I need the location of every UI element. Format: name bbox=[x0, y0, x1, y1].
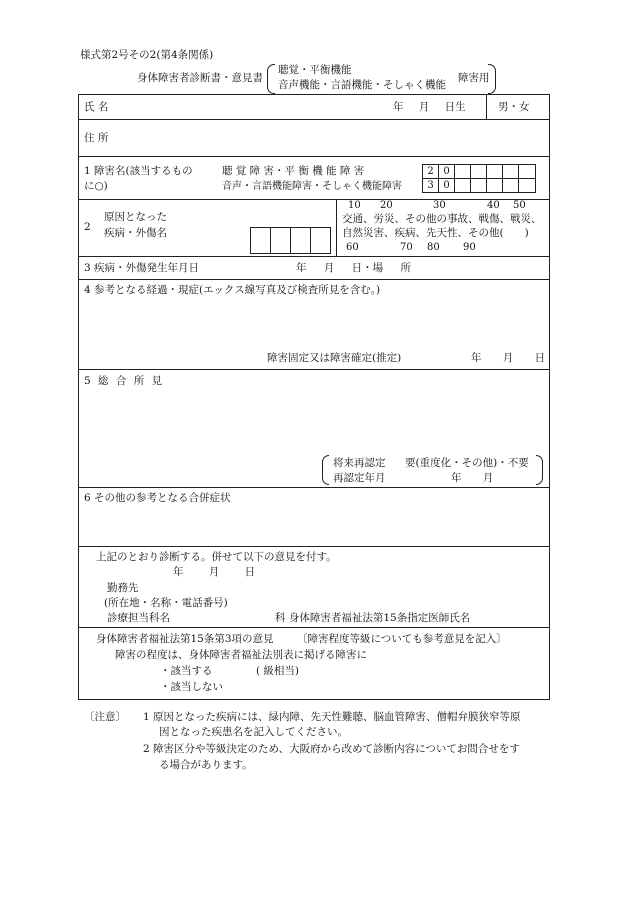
workplace-label: 勤務先 bbox=[107, 582, 139, 594]
code-cell bbox=[486, 164, 503, 179]
workplace-detail: (所在地・名称・電話番号) bbox=[104, 597, 228, 609]
form-id: 様式第2号その2(第4条関係) bbox=[80, 49, 214, 61]
code-cell bbox=[518, 178, 536, 193]
note-1-line-1: 1 原因となった疾病には、緑内障、先天性難聴、脳血管障害、僧帽弁膜狭窄等原 bbox=[143, 711, 521, 723]
cause-code-20: 20 bbox=[380, 200, 393, 211]
opinion-grade: ( 級相当) bbox=[256, 665, 300, 677]
recert-label: 将来再認定 bbox=[333, 457, 386, 469]
recert-date: 年 月 bbox=[451, 472, 494, 484]
code-cell bbox=[470, 178, 487, 193]
note-1-line-2: 因となった疾患名を記入してください。 bbox=[159, 726, 348, 738]
note-2-line-1: 2 障害区分や等級決定のため、大阪府から改めて診断内容についてお問合せをす bbox=[143, 743, 520, 755]
complications-label: 6 その他の参考となる合併症状 bbox=[84, 492, 231, 504]
type-suffix: 障害用 bbox=[458, 72, 490, 84]
opinion-option-not-applicable: ・該当しない bbox=[160, 681, 223, 693]
course-label: 4 参考となる経過・現症(エックス線写真及び検査所見を含む。) bbox=[84, 284, 381, 296]
code-cell: 0 bbox=[438, 164, 455, 179]
cause-code-50: 50 bbox=[513, 200, 526, 211]
code-cell: 0 bbox=[438, 178, 455, 193]
type-line1: 聴覚・平衡機能 bbox=[278, 64, 352, 76]
department-label: 診療担当科名 bbox=[107, 612, 170, 624]
recert-date-label: 再認定年月 bbox=[333, 472, 386, 484]
header-left-bracket bbox=[267, 64, 275, 94]
cause-label-num: 2 bbox=[84, 221, 91, 233]
cause-code-40: 40 bbox=[487, 200, 500, 211]
onset-date: 年 月 日・場 所 bbox=[296, 262, 412, 274]
cause-code-cell bbox=[290, 227, 311, 254]
disability-item-hearing: 聴 覚 障 害・平 衡 機 能 障 害 bbox=[222, 165, 365, 177]
code-cell bbox=[454, 164, 471, 179]
birth-date: 年 月 日生 bbox=[393, 101, 466, 113]
cause-code-80: 80 bbox=[427, 242, 440, 253]
code-cell bbox=[486, 178, 503, 193]
notes-label: 〔注意〕 bbox=[84, 711, 126, 723]
form-title: 身体障害者診断書・意見書 bbox=[137, 72, 263, 84]
opinion-label: 身体障害者福祉法第15条第3項の意見 bbox=[96, 633, 274, 645]
header-right-bracket bbox=[488, 64, 496, 94]
code-cell bbox=[502, 164, 519, 179]
cause-code-90: 90 bbox=[463, 242, 476, 253]
cause-code-cell bbox=[250, 227, 271, 254]
cause-options-1: 交通、労災、その他の事故、戦傷、戦災、 bbox=[342, 213, 542, 225]
diagnosis-statement: 上記のとおり診断する。併せて以下の意見を付す。 bbox=[96, 551, 337, 563]
diagnosis-date: 年 月 日 bbox=[173, 566, 256, 578]
cause-code-60: 60 bbox=[346, 242, 359, 253]
cause-label-2: 疾病・外傷名 bbox=[104, 227, 167, 239]
type-line2: 音声機能・言語機能・そしゃく機能 bbox=[278, 79, 446, 91]
sex-field: 男・女 bbox=[498, 101, 530, 113]
disability-label-2: に○) bbox=[84, 180, 108, 192]
opinion-option-applicable: ・該当する bbox=[160, 665, 213, 677]
code-cell: 2 bbox=[422, 164, 439, 179]
cause-code-cell bbox=[310, 227, 331, 254]
cause-code-30: 30 bbox=[433, 200, 446, 211]
opinion-note: 〔障害程度等級についても参考意見を記入〕 bbox=[297, 633, 507, 645]
address-label: 住 所 bbox=[84, 132, 109, 144]
fixed-label: 障害固定又は障害確定(推定) bbox=[267, 352, 402, 364]
code-cell bbox=[454, 178, 471, 193]
findings-label: 5 総 合 所 見 bbox=[84, 375, 163, 387]
cause-label-1: 原因となった bbox=[104, 211, 167, 223]
code-cell: 3 bbox=[422, 178, 439, 193]
disability-item-speech: 音声・言語機能障害・そしゃく機能障害 bbox=[222, 181, 402, 192]
disability-label-1: 1 障害名(該当するもの bbox=[84, 165, 193, 177]
recert-right-bracket bbox=[536, 455, 543, 485]
cause-code-cell bbox=[270, 227, 291, 254]
code-cell bbox=[470, 164, 487, 179]
note-2-line-2: る場合があります。 bbox=[159, 759, 253, 771]
name-label: 氏 名 bbox=[84, 101, 109, 113]
opinion-line: 障害の程度は、身体障害者福祉法別表に掲げる障害に bbox=[115, 649, 367, 661]
cause-options-2: 自然災害、疾病、先天性、その他( ) bbox=[342, 227, 529, 239]
recert-left-bracket bbox=[322, 455, 329, 485]
cause-code-70: 70 bbox=[400, 242, 413, 253]
code-cell bbox=[502, 178, 519, 193]
code-cell bbox=[518, 164, 536, 179]
cause-code-10: 10 bbox=[348, 200, 361, 211]
recert-value: 要(重度化・その他)・不要 bbox=[405, 457, 529, 469]
fixed-date: 年 月 日 bbox=[471, 352, 546, 364]
onset-label: 3 疾病・外傷発生年月日 bbox=[84, 262, 200, 274]
doctor-label: 科 身体障害者福祉法第15条指定医師氏名 bbox=[275, 612, 471, 624]
